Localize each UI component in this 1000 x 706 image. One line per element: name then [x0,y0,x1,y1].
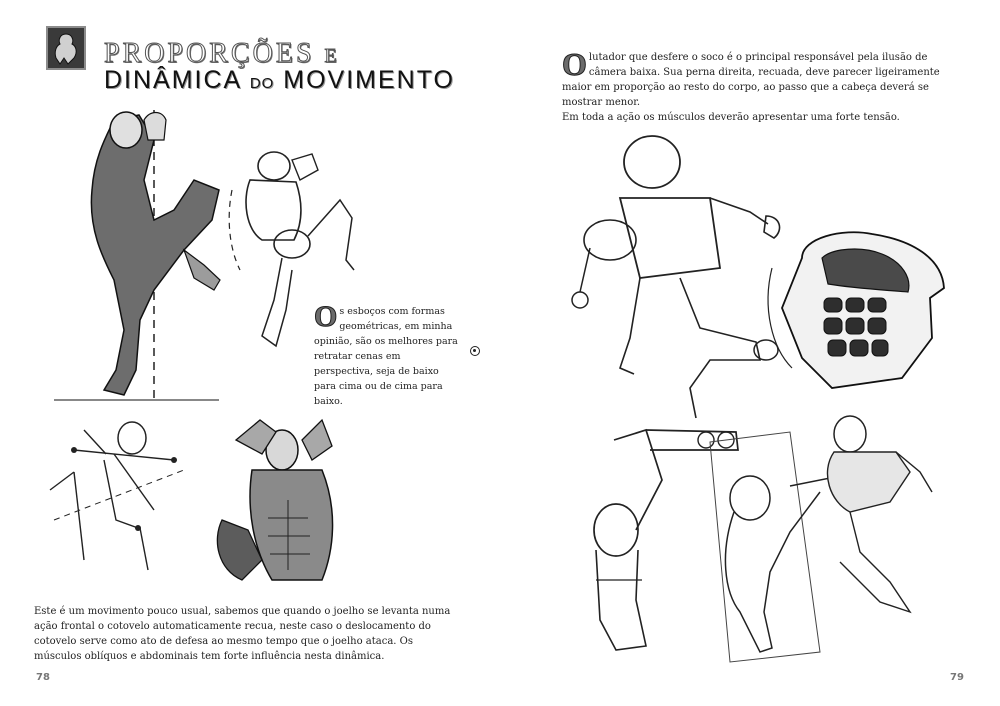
right-page [500,0,1000,706]
muscular-torso-closeup [762,218,952,398]
chapter-emblem [46,26,86,70]
right-intro-text: lutador que desfere o soco é o principal responsável pela ilusão de câmera baixa. Sua perna direita, recuada, deve parecer ligeiramente maior em proporção ao resto do corpo, ao passo que a cabeça deverá se mostrar menor. [562,52,940,108]
left-body-text: Este é um movimento pouco usual, sabemos que quando o joelho se levanta numa ação frontal o cotovelo automaticamente recua, neste caso o deslocamento do cotovelo serve como ato de defesa ao mesmo tempo que o joelho ataca. Os músculos oblíquos e abdominais tem forte influência nesta dinâmica. [34,606,451,662]
sketch-caption-text: s esboços com formas geométricas, em minha opinião, são os melhores para retratar cenas em perspectiva, seja de baixo para cima ou de cima para baixo. [314,306,458,407]
stick-figure-sketch [44,410,194,590]
title-line-2 [104,66,455,95]
title-word-movimento: MOVIMENTO [283,66,455,94]
drop-cap: O [314,300,338,333]
page-number-right: 79 [950,672,964,683]
shaded-fighter-knee-strike [44,100,234,410]
drop-cap: O [562,46,587,82]
title-word-proporcoes: PROPORÇÕES [104,38,315,69]
title-connector-e: E [324,45,338,67]
registration-mark-left [470,346,480,356]
sketchy-fighters-clash [700,412,940,672]
page-number-left: 78 [36,672,50,683]
right-intro-paragraph [562,46,962,110]
title-connector-do: DO [249,75,275,92]
sketch-caption [314,300,460,409]
shaded-muscular-torso [202,410,352,590]
title-word-dinamica: DINÂMICA [104,66,241,94]
tension-text: Em toda a ação os músculos deverão apresentar uma forte tensão. [562,112,900,123]
